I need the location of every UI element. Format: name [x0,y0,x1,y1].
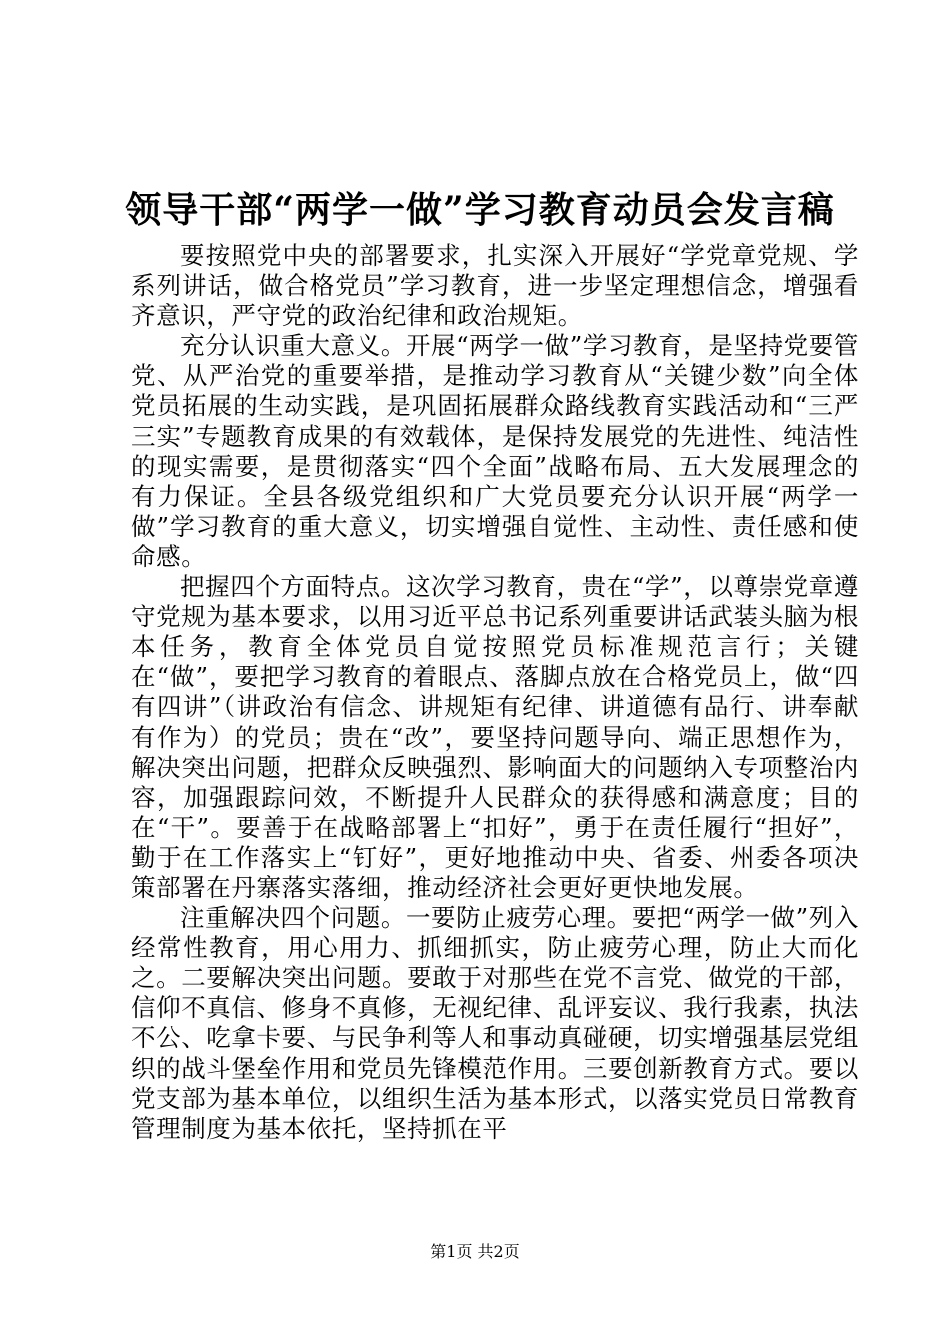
paragraph-problems: 注重解决四个问题。一要防止疲劳心理。要把“两学一做”列入经常性教育，用心用力、抓细抓实，防止疲劳心理，防止大而化之。二要解决突出问题。要敢于对那些在党不言党、做党的干部，信仰不真信、修身不真修，无视纪律、乱评妄议、我行我素，执法不公、吃拿卡要、与民争利等人和事动真碰硬，切实增强基层党组织的战斗堡垒作用和党员先锋模范作用。三要创新教育方式。要以党支部为基本单位，以组织生活为基本形式，以落实党员日常教育管理制度为基本依托，坚持抓在平 [131,903,859,1143]
document-body [131,241,859,1144]
document-title: 领导干部“两学一做”学习教育动员会发言稿 [125,189,835,231]
paragraph-intro: 要按照党中央的部署要求，扎实深入开展好“学党章党规、学系列讲话，做合格党员”学习教育，进一步坚定理想信念，增强看齐意识，严守党的政治纪律和政治规矩。 [131,241,859,331]
paragraph-significance: 充分认识重大意义。开展“两学一做”学习教育，是坚持党要管党、从严治党的重要举措，是推动学习教育从“关键少数”向全体党员拓展的生动实践，是巩固拓展群众路线教育实践活动和“三严三实”专题教育成果的有效载体，是保持发展党的先进性、纯洁性的现实需要，是贯彻落实“四个全面”战略布局、五大发展理念的有力保证。全县各级党组织和广大党员要充分认识开展“两学一做”学习教育的重大意义，切实增强自觉性、主动性、责任感和使命感。 [131,331,859,571]
paragraph-characteristics: 把握四个方面特点。这次学习教育，贵在“学”，以尊崇党章遵守党规为基本要求，以用习近平总书记系列重要讲话武装头脑为根本任务，教育全体党员自觉按照党员标准规范言行；关键在“做”，要把学习教育的着眼点、落脚点放在合格党员上，做“四有四讲”（讲政治有信念、讲规矩有纪律、讲道德有品行、讲奉献有作为）的党员；贵在“改”，要坚持问题导向、端正思想作为，解决突出问题，把群众反映强烈、影响面大的问题纳入专项整治内容，加强跟踪问效，不断提升人民群众的获得感和满意度；目的在“干”。要善于在战略部署上“扣好”，勇于在责任履行“担好”，勤于在工作落实上“钉好”，更好地推动中央、省委、州委各项决策部署在丹寨落实落细，推动经济社会更好更快地发展。 [131,572,859,902]
page-number-footer: 第1页 共2页 [430,1242,520,1261]
